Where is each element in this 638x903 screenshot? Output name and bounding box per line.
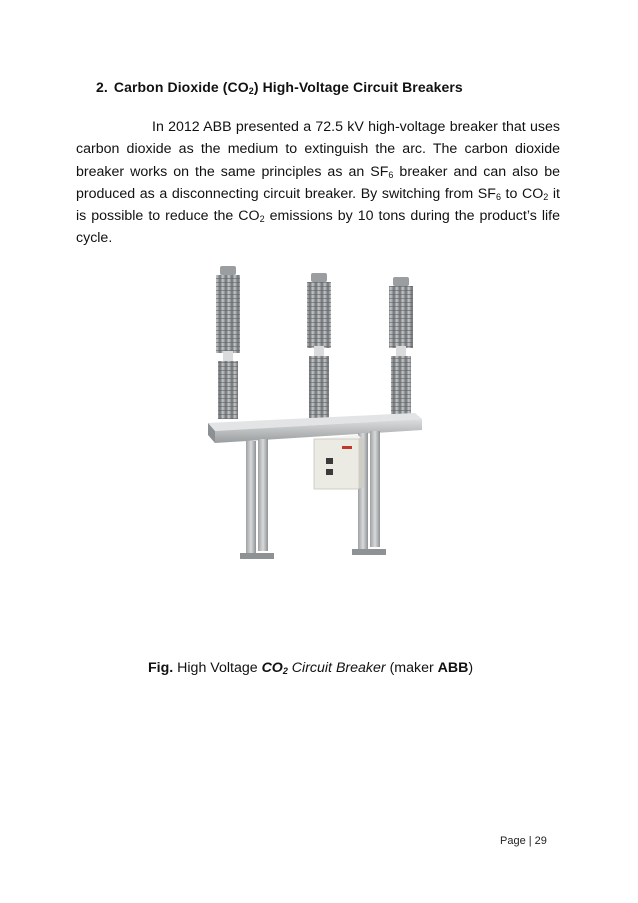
caption-text-3: ) <box>468 660 474 676</box>
body-paragraph <box>76 116 560 250</box>
heading-text-a: Carbon Dioxide (CO <box>113 79 249 95</box>
section-heading <box>96 79 463 95</box>
para-part-1: In 2012 ABB presented a 72.5 kV high-voltage breaker that uses carbon dioxide as the medium to extinguish the arc. The carbon dioxide breaker works on the same principles as an SF <box>76 119 560 180</box>
para-sub-2: 6 <box>495 191 501 202</box>
caption-co: CO <box>261 660 283 676</box>
circuit-breaker-image <box>190 263 450 578</box>
support-legs <box>240 431 386 559</box>
para-part-3: to CO <box>500 185 544 202</box>
heading-text-b: ) High-Voltage Circuit Breakers <box>253 79 463 95</box>
figure-caption <box>148 660 473 676</box>
section-number: 2. <box>96 79 108 95</box>
para-sub-1: 6 <box>388 169 394 180</box>
control-cabinet <box>314 435 364 489</box>
caption-maker: ABB <box>437 660 469 676</box>
para-sub-4: 2 <box>259 214 265 225</box>
caption-text-1: High Voltage <box>173 660 262 676</box>
para-part-4: it is possible to reduce the CO <box>76 185 560 225</box>
fig-label: Fig. <box>148 660 174 676</box>
page-number: Page | 29 <box>500 835 547 847</box>
caption-co-sub: 2 <box>282 666 288 676</box>
heading-subscript: 2 <box>248 86 254 96</box>
caption-text-2: (maker <box>385 660 438 676</box>
para-part-5: emissions by 10 tons during the product’s life cycle. <box>76 208 560 247</box>
para-part-2: breaker and can also be produced as a disconnecting circuit breaker. By switching from SF <box>76 163 560 202</box>
caption-italic: Circuit Breaker <box>287 660 386 676</box>
pole-middle <box>307 273 331 418</box>
para-sub-3: 2 <box>543 191 549 202</box>
pole-left <box>216 266 240 419</box>
pole-right <box>389 277 413 414</box>
